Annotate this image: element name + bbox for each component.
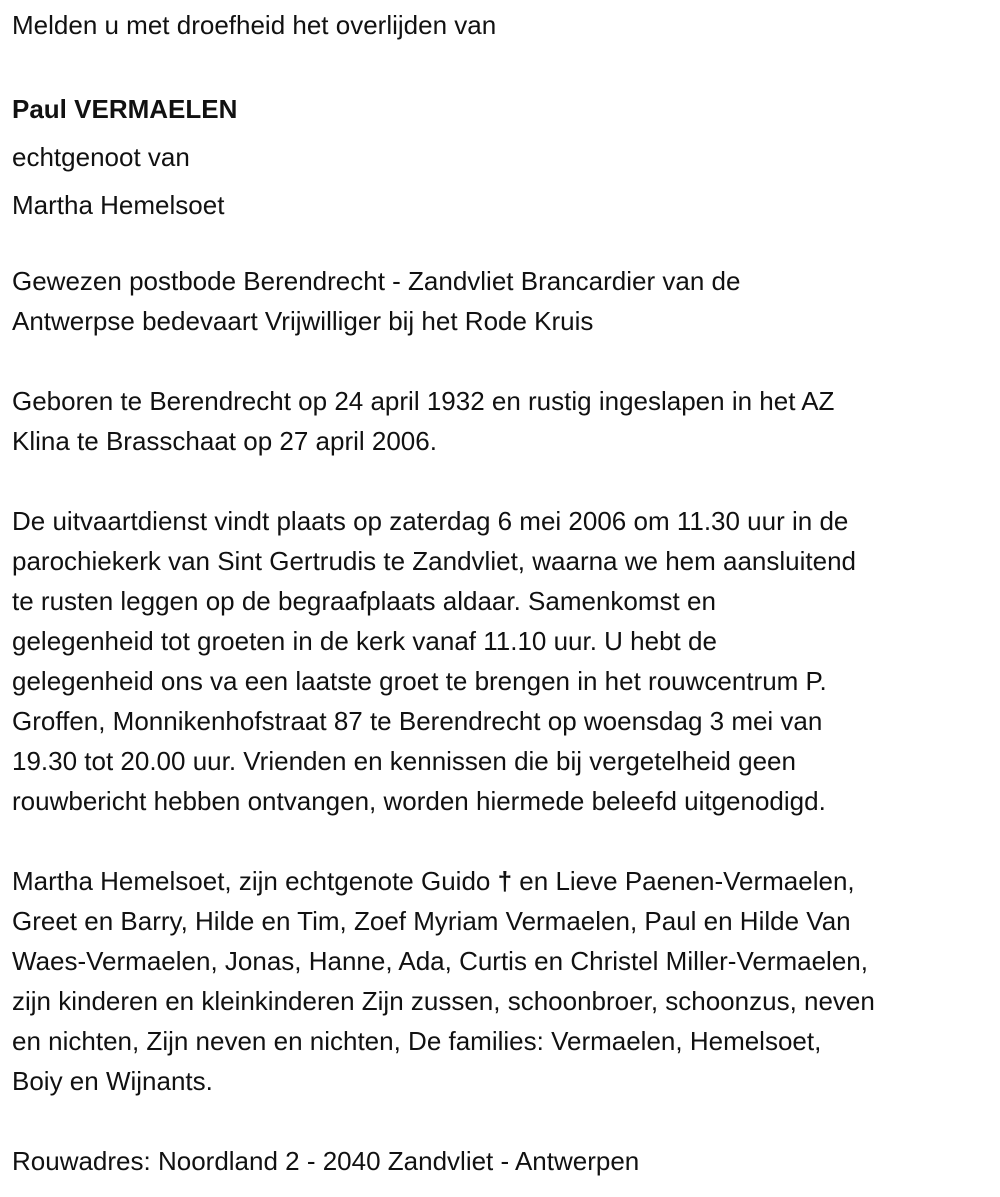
deceased-name: Paul VERMAELEN xyxy=(12,94,238,124)
spacer xyxy=(12,45,875,85)
paragraph-line: 19.30 tot 20.00 uur. Vrienden en kennissen die bij vergetelheid geen xyxy=(12,746,796,776)
paragraph-line: zijn kinderen en kleinkinderen Zijn zussen, schoonbroer, schoonzus, neven xyxy=(12,986,875,1016)
spacer xyxy=(12,821,875,861)
spacer xyxy=(12,461,875,501)
occupation-paragraph xyxy=(12,261,875,341)
family-text: en Lieve Paenen-Vermaelen, xyxy=(512,866,855,896)
paragraph-line: Groffen, Monnikenhofstraat 87 te Berendrecht op woensdag 3 mei van xyxy=(12,706,823,736)
paragraph-line: Boiy en Wijnants. xyxy=(12,1066,213,1096)
paragraph-line: Geboren te Berendrecht op 24 april 1932 en rustig ingeslapen in het AZ xyxy=(12,386,835,416)
paragraph-line: gelegenheid tot groeten in de kerk vanaf 11.10 uur. U hebt de xyxy=(12,626,717,656)
funeral-paragraph xyxy=(12,501,875,821)
paragraph-line: parochiekerk van Sint Gertrudis te Zandvliet, waarna we hem aansluitend xyxy=(12,546,856,576)
paragraph-line: Klina te Brasschaat op 27 april 2006. xyxy=(12,426,437,456)
mourning-address: Rouwadres: Noordland 2 - 2040 Zandvliet - Antwerpen xyxy=(12,1146,640,1176)
spacer xyxy=(12,229,875,261)
spacer xyxy=(12,341,875,381)
paragraph-line: en nichten, Zijn neven en nichten, De families: Vermaelen, Hemelsoet, xyxy=(12,1026,822,1056)
paragraph-line: rouwbericht hebben ontvangen, worden hiermede beleefd uitgenodigd. xyxy=(12,786,826,816)
birth-death-paragraph xyxy=(12,381,875,461)
family-text: Martha Hemelsoet, zijn echtgenote Guido xyxy=(12,866,498,896)
spacer xyxy=(12,1101,875,1141)
paragraph-line: Greet en Barry, Hilde en Tim, Zoef Myriam Vermaelen, Paul en Hilde Van xyxy=(12,906,851,936)
paragraph-line: Gewezen postbode Berendrecht - Zandvliet Brancardier van de xyxy=(12,266,741,296)
spouse-name: Martha Hemelsoet xyxy=(12,190,225,220)
paragraph-line xyxy=(12,861,875,901)
cross-icon: † xyxy=(497,866,513,896)
paragraph-line: te rusten leggen op de begraafplaats aldaar. Samenkomst en xyxy=(12,586,716,616)
intro-text: Melden u met droefheid het overlijden van xyxy=(12,10,497,40)
paragraph-line: gelegenheid ons va een laatste groet te brengen in het rouwcentrum P. xyxy=(12,666,827,696)
death-notice xyxy=(12,5,875,1181)
paragraph-line: Waes-Vermaelen, Jonas, Hanne, Ada, Curtis en Christel Miller-Vermaelen, xyxy=(12,946,868,976)
paragraph-line: De uitvaartdienst vindt plaats op zaterdag 6 mei 2006 om 11.30 uur in de xyxy=(12,506,849,536)
relation-text: echtgenoot van xyxy=(12,142,190,172)
paragraph-line: Antwerpse bedevaart Vrijwilliger bij het Rode Kruis xyxy=(12,306,594,336)
family-paragraph xyxy=(12,861,875,1101)
